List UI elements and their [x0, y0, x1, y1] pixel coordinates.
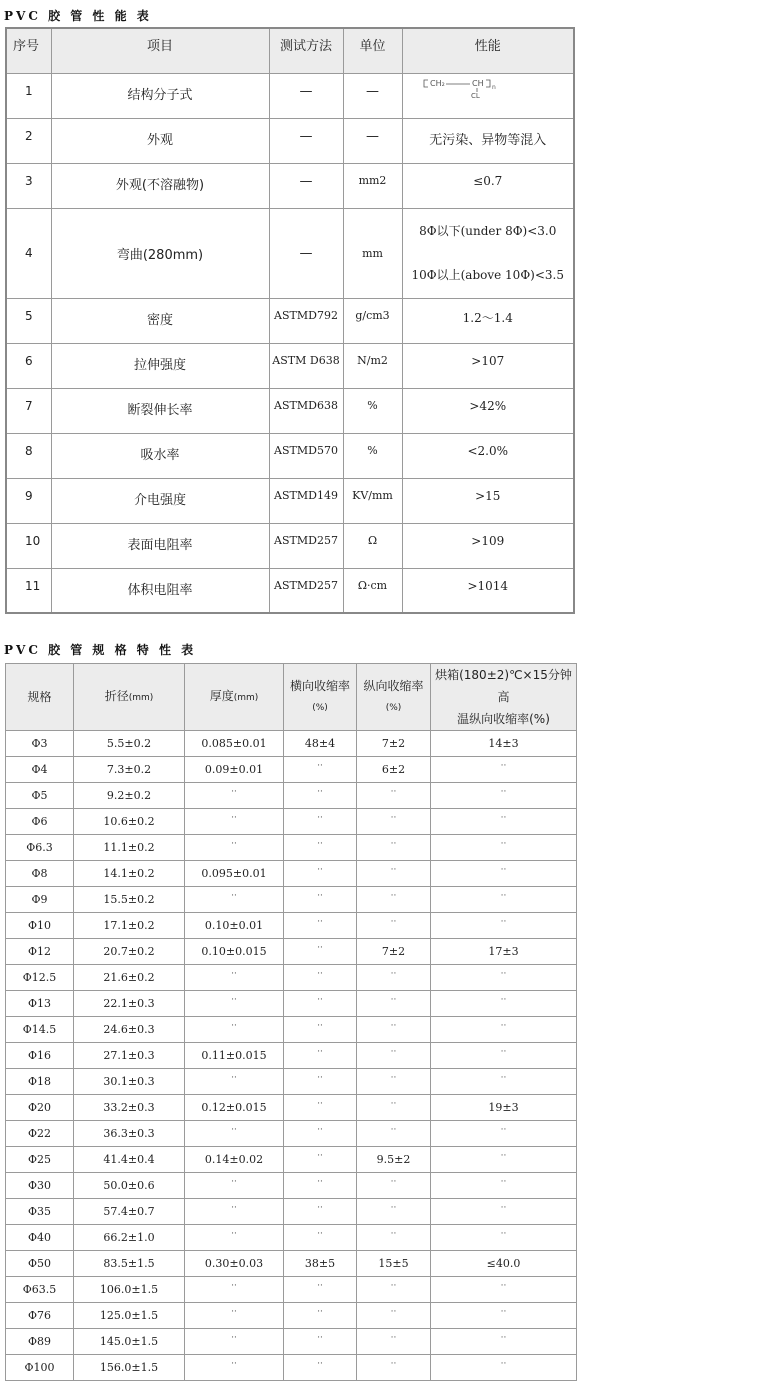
row-longitudinal-shrink: ··: [357, 861, 431, 887]
row-longitudinal-shrink: 7±2: [357, 731, 431, 757]
properties-header-row: [6, 28, 574, 73]
row-no: 4: [6, 208, 51, 298]
row-spec: Φ13: [6, 991, 74, 1017]
row-fold-diameter: 11.1±0.2: [74, 835, 185, 861]
row-item: 外观(不溶融物): [51, 163, 269, 208]
row-spec: Φ40: [6, 1225, 74, 1251]
row-fold-diameter: 36.3±0.3: [74, 1121, 185, 1147]
structural-formula-cell: [402, 73, 574, 118]
row-unit: %: [343, 388, 402, 433]
table-row: [6, 1277, 577, 1303]
row-performance: >42%: [402, 388, 574, 433]
row-no: 9: [6, 478, 51, 523]
table-row: [6, 163, 574, 208]
table-row: [6, 568, 574, 613]
row-transverse-shrink: ··: [284, 1199, 357, 1225]
row-longitudinal-shrink: ··: [357, 1329, 431, 1355]
table-row: [6, 1173, 577, 1199]
table-row: [6, 298, 574, 343]
table-row: [6, 731, 577, 757]
row-performance: <2.0%: [402, 433, 574, 478]
row-spec: Φ30: [6, 1173, 74, 1199]
row-fold-diameter: 24.6±0.3: [74, 1017, 185, 1043]
row-spec: Φ63.5: [6, 1277, 74, 1303]
row-performance: >109: [402, 523, 574, 568]
row-fold-diameter: 106.0±1.5: [74, 1277, 185, 1303]
row-transverse-shrink: ··: [284, 1017, 357, 1043]
row-fold-diameter: 20.7±0.2: [74, 939, 185, 965]
row-item: 弯曲(280mm): [51, 208, 269, 298]
row-transverse-shrink: 48±4: [284, 731, 357, 757]
table-row: [6, 118, 574, 163]
row-longitudinal-shrink: ··: [357, 1043, 431, 1069]
row-no: 10: [6, 523, 51, 568]
row-item: 结构分子式: [51, 73, 269, 118]
table-row: [6, 1069, 577, 1095]
row-transverse-shrink: ··: [284, 1095, 357, 1121]
table-row: [6, 1251, 577, 1277]
table-row: [6, 1121, 577, 1147]
row-fold-diameter: 66.2±1.0: [74, 1225, 185, 1251]
row-method: —: [269, 208, 343, 298]
row-spec: Φ12.5: [6, 965, 74, 991]
row-spec: Φ20: [6, 1095, 74, 1121]
row-fold-diameter: 50.0±0.6: [74, 1173, 185, 1199]
row-longitudinal-shrink: ··: [357, 1017, 431, 1043]
row-fold-diameter: 57.4±0.7: [74, 1199, 185, 1225]
row-transverse-shrink: ··: [284, 1147, 357, 1173]
row-transverse-shrink: ··: [284, 835, 357, 861]
table-row: [6, 1303, 577, 1329]
row-method: ASTMD257: [269, 523, 343, 568]
row-longitudinal-shrink: ··: [357, 887, 431, 913]
row-fold-diameter: 15.5±0.2: [74, 887, 185, 913]
row-thickness: ··: [185, 1355, 284, 1381]
row-thickness: ··: [185, 1303, 284, 1329]
row-fold-diameter: 27.1±0.3: [74, 1043, 185, 1069]
row-unit: N/m2: [343, 343, 402, 388]
table-row: [6, 991, 577, 1017]
header-method: 测试方法: [269, 28, 343, 73]
table-row: [6, 1043, 577, 1069]
row-longitudinal-shrink: ··: [357, 1277, 431, 1303]
table-row: [6, 1355, 577, 1381]
row-thickness: ··: [185, 965, 284, 991]
row-thickness: 0.09±0.01: [185, 757, 284, 783]
row-oven-shrink: ··: [431, 1225, 577, 1251]
row-oven-shrink: ··: [431, 809, 577, 835]
row-transverse-shrink: ··: [284, 1043, 357, 1069]
row-oven-shrink: ··: [431, 757, 577, 783]
row-method: ASTMD257: [269, 568, 343, 613]
formula-ch: CH: [471, 78, 484, 88]
row-spec: Φ16: [6, 1043, 74, 1069]
row-transverse-shrink: ··: [284, 1329, 357, 1355]
row-fold-diameter: 83.5±1.5: [74, 1251, 185, 1277]
row-oven-shrink: 19±3: [431, 1095, 577, 1121]
row-performance: >107: [402, 343, 574, 388]
row-transverse-shrink: 38±5: [284, 1251, 357, 1277]
row-transverse-shrink: ··: [284, 1303, 357, 1329]
table-row: [6, 208, 574, 298]
row-oven-shrink: ··: [431, 913, 577, 939]
header-oven-shrink: 烘箱(180±2)℃×15分钟高 温纵向收缩率(%): [431, 664, 577, 731]
row-longitudinal-shrink: ··: [357, 835, 431, 861]
row-item: 密度: [51, 298, 269, 343]
row-no: 8: [6, 433, 51, 478]
row-longitudinal-shrink: ··: [357, 965, 431, 991]
row-unit: mm2: [343, 163, 402, 208]
row-item: 体积电阻率: [51, 568, 269, 613]
row-transverse-shrink: ··: [284, 809, 357, 835]
row-method: ASTMD570: [269, 433, 343, 478]
row-performance: ≤0.7: [402, 163, 574, 208]
row-transverse-shrink: ··: [284, 861, 357, 887]
row-unit: KV/mm: [343, 478, 402, 523]
row-longitudinal-shrink: 7±2: [357, 939, 431, 965]
table-row: [6, 343, 574, 388]
table-row: [6, 73, 574, 118]
bend-above-10: 10Φ以上(above 10Φ)<3.5: [411, 268, 564, 282]
bend-under-8: 8Φ以下(under 8Φ)<3.0: [419, 224, 557, 238]
row-method: ASTMD638: [269, 388, 343, 433]
table-row: [6, 887, 577, 913]
row-oven-shrink: ··: [431, 1121, 577, 1147]
row-fold-diameter: 7.3±0.2: [74, 757, 185, 783]
row-performance: [402, 208, 574, 298]
row-transverse-shrink: ··: [284, 1173, 357, 1199]
row-fold-diameter: 9.2±0.2: [74, 783, 185, 809]
row-spec: Φ10: [6, 913, 74, 939]
row-method: ASTMD149: [269, 478, 343, 523]
row-method: ASTMD792: [269, 298, 343, 343]
row-method: ASTM D638: [269, 343, 343, 388]
header-item: 项目: [51, 28, 269, 73]
row-fold-diameter: 22.1±0.3: [74, 991, 185, 1017]
row-oven-shrink: ··: [431, 1043, 577, 1069]
row-item: 拉伸强度: [51, 343, 269, 388]
row-longitudinal-shrink: 9.5±2: [357, 1147, 431, 1173]
row-transverse-shrink: ··: [284, 913, 357, 939]
row-no: 7: [6, 388, 51, 433]
row-thickness: ··: [185, 887, 284, 913]
row-thickness: ··: [185, 1329, 284, 1355]
table-row: [6, 913, 577, 939]
row-thickness: ··: [185, 1017, 284, 1043]
row-unit: %: [343, 433, 402, 478]
row-transverse-shrink: ··: [284, 965, 357, 991]
row-thickness: 0.095±0.01: [185, 861, 284, 887]
row-method: —: [269, 118, 343, 163]
row-oven-shrink: 17±3: [431, 939, 577, 965]
row-thickness: 0.12±0.015: [185, 1095, 284, 1121]
row-transverse-shrink: ··: [284, 1277, 357, 1303]
row-no: 6: [6, 343, 51, 388]
row-fold-diameter: 125.0±1.5: [74, 1303, 185, 1329]
formula-n: n: [491, 83, 496, 91]
row-item: 断裂伸长率: [51, 388, 269, 433]
row-fold-diameter: 21.6±0.2: [74, 965, 185, 991]
table-row: [6, 1017, 577, 1043]
row-oven-shrink: 14±3: [431, 731, 577, 757]
properties-table-title: PVC 胶 管 性 能 表: [4, 9, 152, 23]
row-unit: —: [343, 73, 402, 118]
row-longitudinal-shrink: 6±2: [357, 757, 431, 783]
row-oven-shrink: ··: [431, 1303, 577, 1329]
row-unit: —: [343, 118, 402, 163]
row-unit: Ω: [343, 523, 402, 568]
spec-table-title: PVC 胶 管 规 格 特 性 表: [4, 643, 197, 657]
row-thickness: ··: [185, 1225, 284, 1251]
properties-table: [5, 27, 575, 614]
row-spec: Φ18: [6, 1069, 74, 1095]
row-spec: Φ35: [6, 1199, 74, 1225]
row-transverse-shrink: ··: [284, 1121, 357, 1147]
table-row: [6, 1095, 577, 1121]
row-spec: Φ76: [6, 1303, 74, 1329]
row-fold-diameter: 41.4±0.4: [74, 1147, 185, 1173]
row-oven-shrink: ··: [431, 991, 577, 1017]
header-fold-diameter: 折径(mm): [74, 664, 185, 731]
row-method: —: [269, 73, 343, 118]
row-longitudinal-shrink: ··: [357, 1069, 431, 1095]
header-no: 序号: [6, 28, 51, 73]
header-spec: 规格: [6, 664, 74, 731]
table-row: [6, 388, 574, 433]
header-performance: 性能: [402, 28, 574, 73]
row-fold-diameter: 30.1±0.3: [74, 1069, 185, 1095]
row-thickness: ··: [185, 783, 284, 809]
row-no: 1: [6, 73, 51, 118]
row-oven-shrink: ··: [431, 1277, 577, 1303]
row-longitudinal-shrink: ··: [357, 1199, 431, 1225]
row-item: 吸水率: [51, 433, 269, 478]
row-longitudinal-shrink: ··: [357, 913, 431, 939]
row-spec: Φ100: [6, 1355, 74, 1381]
row-transverse-shrink: ··: [284, 991, 357, 1017]
table-row: [6, 1147, 577, 1173]
row-item: 外观: [51, 118, 269, 163]
row-spec: Φ4: [6, 757, 74, 783]
row-thickness: ··: [185, 1173, 284, 1199]
row-transverse-shrink: ··: [284, 757, 357, 783]
row-longitudinal-shrink: ··: [357, 1173, 431, 1199]
row-transverse-shrink: ··: [284, 783, 357, 809]
row-spec: Φ3: [6, 731, 74, 757]
row-thickness: ··: [185, 1277, 284, 1303]
row-longitudinal-shrink: ··: [357, 1355, 431, 1381]
formula-cl: CL: [470, 91, 480, 100]
row-thickness: ··: [185, 835, 284, 861]
row-longitudinal-shrink: ··: [357, 1095, 431, 1121]
row-transverse-shrink: ··: [284, 1355, 357, 1381]
row-unit: g/cm3: [343, 298, 402, 343]
structural-formula-image: [418, 76, 558, 100]
row-oven-shrink: ··: [431, 1147, 577, 1173]
row-longitudinal-shrink: ··: [357, 1225, 431, 1251]
row-longitudinal-shrink: ··: [357, 1303, 431, 1329]
row-no: 2: [6, 118, 51, 163]
row-fold-diameter: 156.0±1.5: [74, 1355, 185, 1381]
row-method: —: [269, 163, 343, 208]
spec-table: [5, 663, 577, 1381]
row-spec: Φ8: [6, 861, 74, 887]
row-no: 5: [6, 298, 51, 343]
row-oven-shrink: ··: [431, 887, 577, 913]
row-spec: Φ25: [6, 1147, 74, 1173]
row-thickness: 0.14±0.02: [185, 1147, 284, 1173]
row-transverse-shrink: ··: [284, 1225, 357, 1251]
row-oven-shrink: ··: [431, 1069, 577, 1095]
table-row: [6, 783, 577, 809]
row-oven-shrink: ··: [431, 835, 577, 861]
row-oven-shrink: ··: [431, 783, 577, 809]
spec-header-row: [6, 664, 577, 731]
table-row: [6, 1329, 577, 1355]
formula-ch2: CH₂: [429, 78, 445, 88]
row-thickness: ··: [185, 1121, 284, 1147]
row-spec: Φ6: [6, 809, 74, 835]
table-row: [6, 965, 577, 991]
row-thickness: ··: [185, 991, 284, 1017]
row-no: 11: [6, 568, 51, 613]
row-oven-shrink: ··: [431, 965, 577, 991]
row-fold-diameter: 145.0±1.5: [74, 1329, 185, 1355]
table-row: [6, 757, 577, 783]
table-row: [6, 1199, 577, 1225]
row-thickness: 0.10±0.015: [185, 939, 284, 965]
table-row: [6, 809, 577, 835]
row-transverse-shrink: ··: [284, 1069, 357, 1095]
row-longitudinal-shrink: ··: [357, 809, 431, 835]
row-oven-shrink: ··: [431, 1017, 577, 1043]
row-item: 介电强度: [51, 478, 269, 523]
row-item: 表面电阻率: [51, 523, 269, 568]
table-row: [6, 478, 574, 523]
row-spec: Φ14.5: [6, 1017, 74, 1043]
row-thickness: ··: [185, 1199, 284, 1225]
row-fold-diameter: 17.1±0.2: [74, 913, 185, 939]
row-performance: 无污染、异物等混入: [402, 118, 574, 163]
table-row: [6, 835, 577, 861]
table-row: [6, 523, 574, 568]
row-performance: >15: [402, 478, 574, 523]
row-spec: Φ50: [6, 1251, 74, 1277]
row-performance: 1.2～1.4: [402, 298, 574, 343]
row-oven-shrink: ··: [431, 1199, 577, 1225]
row-fold-diameter: 5.5±0.2: [74, 731, 185, 757]
row-performance: >1014: [402, 568, 574, 613]
row-thickness: ··: [185, 1069, 284, 1095]
row-fold-diameter: 33.2±0.3: [74, 1095, 185, 1121]
header-unit: 单位: [343, 28, 402, 73]
row-oven-shrink: ··: [431, 1173, 577, 1199]
row-thickness: 0.085±0.01: [185, 731, 284, 757]
row-spec: Φ12: [6, 939, 74, 965]
header-thickness: 厚度(mm): [185, 664, 284, 731]
header-transverse-shrink: 横向收缩率 (%): [284, 664, 357, 731]
row-fold-diameter: 14.1±0.2: [74, 861, 185, 887]
row-longitudinal-shrink: ··: [357, 991, 431, 1017]
row-transverse-shrink: ··: [284, 887, 357, 913]
row-thickness: 0.11±0.015: [185, 1043, 284, 1069]
row-spec: Φ22: [6, 1121, 74, 1147]
table-row: [6, 939, 577, 965]
row-no: 3: [6, 163, 51, 208]
row-transverse-shrink: ··: [284, 939, 357, 965]
row-longitudinal-shrink: ··: [357, 1121, 431, 1147]
row-longitudinal-shrink: ··: [357, 783, 431, 809]
row-oven-shrink: ≤40.0: [431, 1251, 577, 1277]
row-spec: Φ5: [6, 783, 74, 809]
row-spec: Φ9: [6, 887, 74, 913]
row-oven-shrink: ··: [431, 1329, 577, 1355]
row-oven-shrink: ··: [431, 1355, 577, 1381]
row-spec: Φ89: [6, 1329, 74, 1355]
row-longitudinal-shrink: 15±5: [357, 1251, 431, 1277]
row-spec: Φ6.3: [6, 835, 74, 861]
row-thickness: 0.10±0.01: [185, 913, 284, 939]
row-oven-shrink: ··: [431, 861, 577, 887]
row-thickness: 0.30±0.03: [185, 1251, 284, 1277]
row-unit: mm: [343, 208, 402, 298]
table-row: [6, 433, 574, 478]
table-row: [6, 861, 577, 887]
row-thickness: ··: [185, 809, 284, 835]
row-fold-diameter: 10.6±0.2: [74, 809, 185, 835]
row-unit: Ω·cm: [343, 568, 402, 613]
table-row: [6, 1225, 577, 1251]
header-longitudinal-shrink: 纵向收缩率 (%): [357, 664, 431, 731]
